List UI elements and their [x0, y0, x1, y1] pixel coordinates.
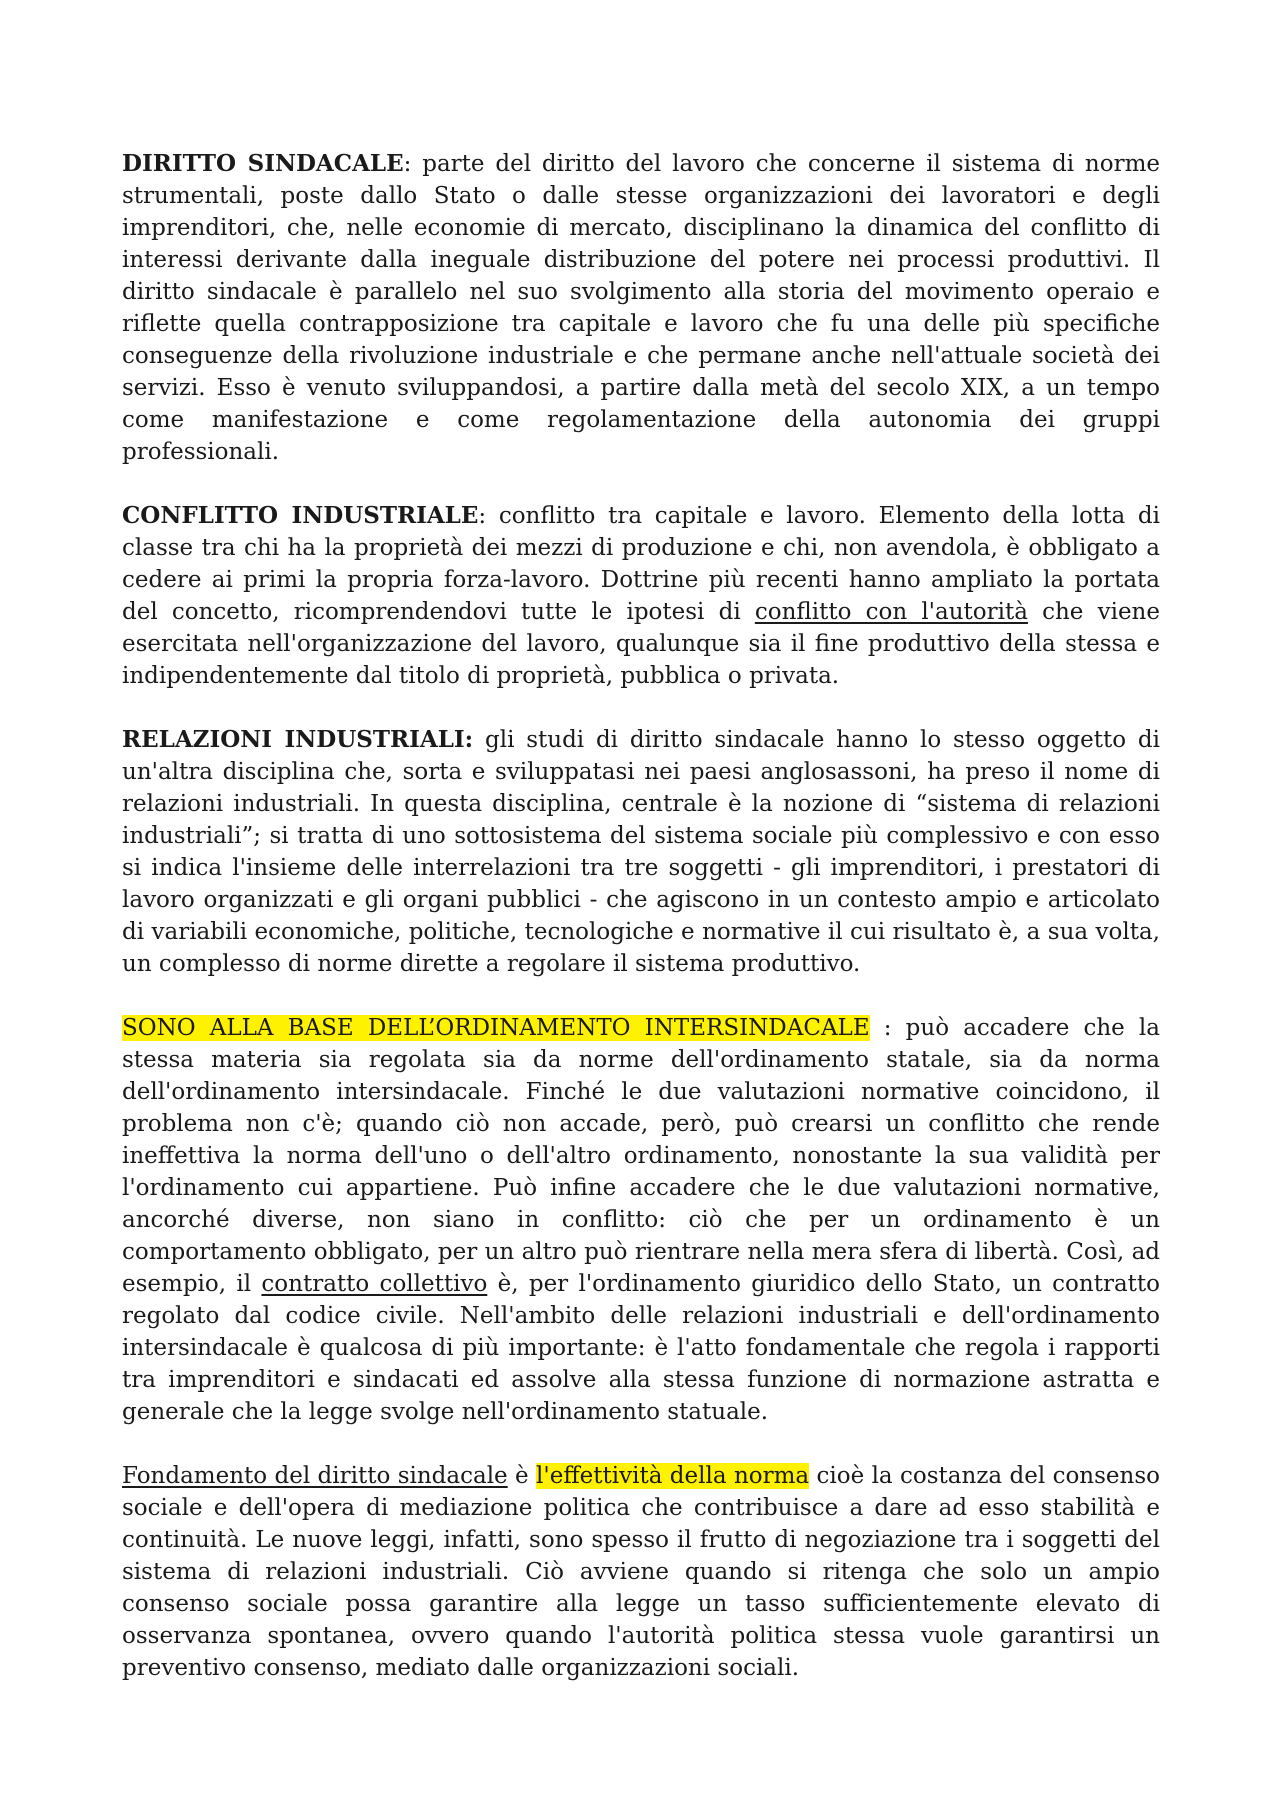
paragraph-relazioni-industriali — [122, 724, 1160, 980]
paragraph-ordinamento-intersindacale — [122, 1012, 1160, 1428]
paragraph-text: gli studi di diritto sindacale hanno lo stesso oggetto di un'altra disciplina che, sorta e sviluppatasi nei paesi anglosassoni, ha preso il nome di relazioni industriali. In questa disciplina, centrale è la nozione di “sistema di relazioni industriali”; si tratta di uno sottosistema del sistema sociale più complessivo e con esso si indica l'insieme delle interrelazioni tra tre soggetti - gli imprenditori, i prestatori di lavoro organizzati e gli organi pubblici - che agiscono in un contesto ampio e articolato di variabili economiche, politiche, tecnologiche e normative il cui risultato è, a sua volta, un complesso di norme dirette a regolare il sistema produttivo. — [122, 727, 1160, 977]
highlighted-heading-intersindacale: SONO ALLA BASE DELL’ORDINAMENTO INTERSINDACALE — [122, 1015, 870, 1041]
highlighted-effettivita: l'effettività della norma — [536, 1463, 810, 1489]
connector-text: è — [507, 1463, 537, 1489]
document-page — [122, 148, 1160, 1716]
paragraph-text: : parte del diritto del lavoro che concerne il sistema di norme strumentali, poste dallo Stato o dalle stesse organizzazioni dei lavoratori e degli imprenditori, che, nelle economie di mercato, disciplinano la dinamica del conflitto di interessi derivante dalla ineguale distribuzione del potere nei processi produttivi. Il diritto sindacale è parallelo nel suo svolgimento alla storia del movimento operaio e riflette quella contrapposizione tra capitale e lavoro che fu una delle più specifiche conseguenze della rivoluzione industriale e che permane anche nell'attuale società dei servizi. Esso è venuto sviluppandosi, a partire dalla metà del secolo XIX, a un tempo come manifestazione e come regolamentazione della autonomia dei gruppi professionali. — [122, 151, 1160, 465]
paragraph-text: : conflitto tra capitale e lavoro. Elemento della lotta di classe tra chi ha la proprietà dei mezzi di produzione e chi, non avendola, è obbligato a cedere ai primi la propria forza-lavoro. Dottrine più recenti hanno ampliato la portata del concetto, ricomprendendovi tutte le ipotesi di — [122, 503, 1160, 625]
paragraph-diritto-sindacale — [122, 148, 1160, 468]
paragraph-fondamento — [122, 1460, 1160, 1684]
paragraph-text-continued: che viene esercitata nell'organizzazione del lavoro, qualunque sia il fine produttivo della stessa e indipendentemente dal titolo di proprietà, pubblica o privata. — [122, 599, 1160, 689]
term-diritto-sindacale: DIRITTO SINDACALE — [122, 150, 404, 177]
underlined-fondamento: Fondamento del diritto sindacale — [122, 1463, 508, 1489]
underlined-conflitto-autorita: conflitto con l'autorità — [754, 599, 1028, 625]
paragraph-conflitto-industriale — [122, 500, 1160, 692]
term-conflitto-industriale: CONFLITTO INDUSTRIALE — [122, 502, 479, 529]
paragraph-text: cioè la costanza del consenso sociale e dell'opera di mediazione politica che contribuisce a dare ad esso stabilità e continuità. Le nuove leggi, infatti, sono spesso il frutto di negoziazione tra i soggetti del sistema di relazioni industriali. Ciò avviene quando si ritenga che solo un ampio consenso sociale possa garantire alla legge un tasso sufficientemente elevato di osservanza spontanea, ovvero quando l'autorità politica stessa vuole garantirsi un preventivo consenso, mediato dalle organizzazioni sociali. — [122, 1463, 1161, 1681]
paragraph-text: : può accadere che la stessa materia sia regolata sia da norme dell'ordinamento statale, sia da norma dell'ordinamento intersindacale. Finché le due valutazioni normative coincidono, il problema non c'è; quando ciò non accade, però, può crearsi un conflitto che rende ineffettiva la norma dell'uno o dell'altro ordinamento, nonostante la sua validità per l'ordinamento cui appartiene. Può infine accadere che le due valutazioni normative, ancorché diverse, non siano in conflitto: ciò che per un ordinamento è un comportamento obbligato, per un altro può rientrare nella mera sfera di libertà. Così, ad esempio, il — [122, 1015, 1160, 1297]
term-relazioni-industriali: RELAZIONI INDUSTRIALI: — [122, 726, 474, 753]
paragraph-text-continued: è, per l'ordinamento giuridico dello Stato, un contratto regolato dal codice civile. Nell'ambito delle relazioni industriali e dell'ordinamento intersindacale è qualcosa di più importante: è l'atto fondamentale che regola i rapporti tra imprenditori e sindacati ed assolve alla stessa funzione di normazione astratta e generale che la legge svolge nell'ordinamento statuale. — [122, 1271, 1160, 1425]
underlined-contratto-collettivo: contratto collettivo — [261, 1271, 488, 1297]
